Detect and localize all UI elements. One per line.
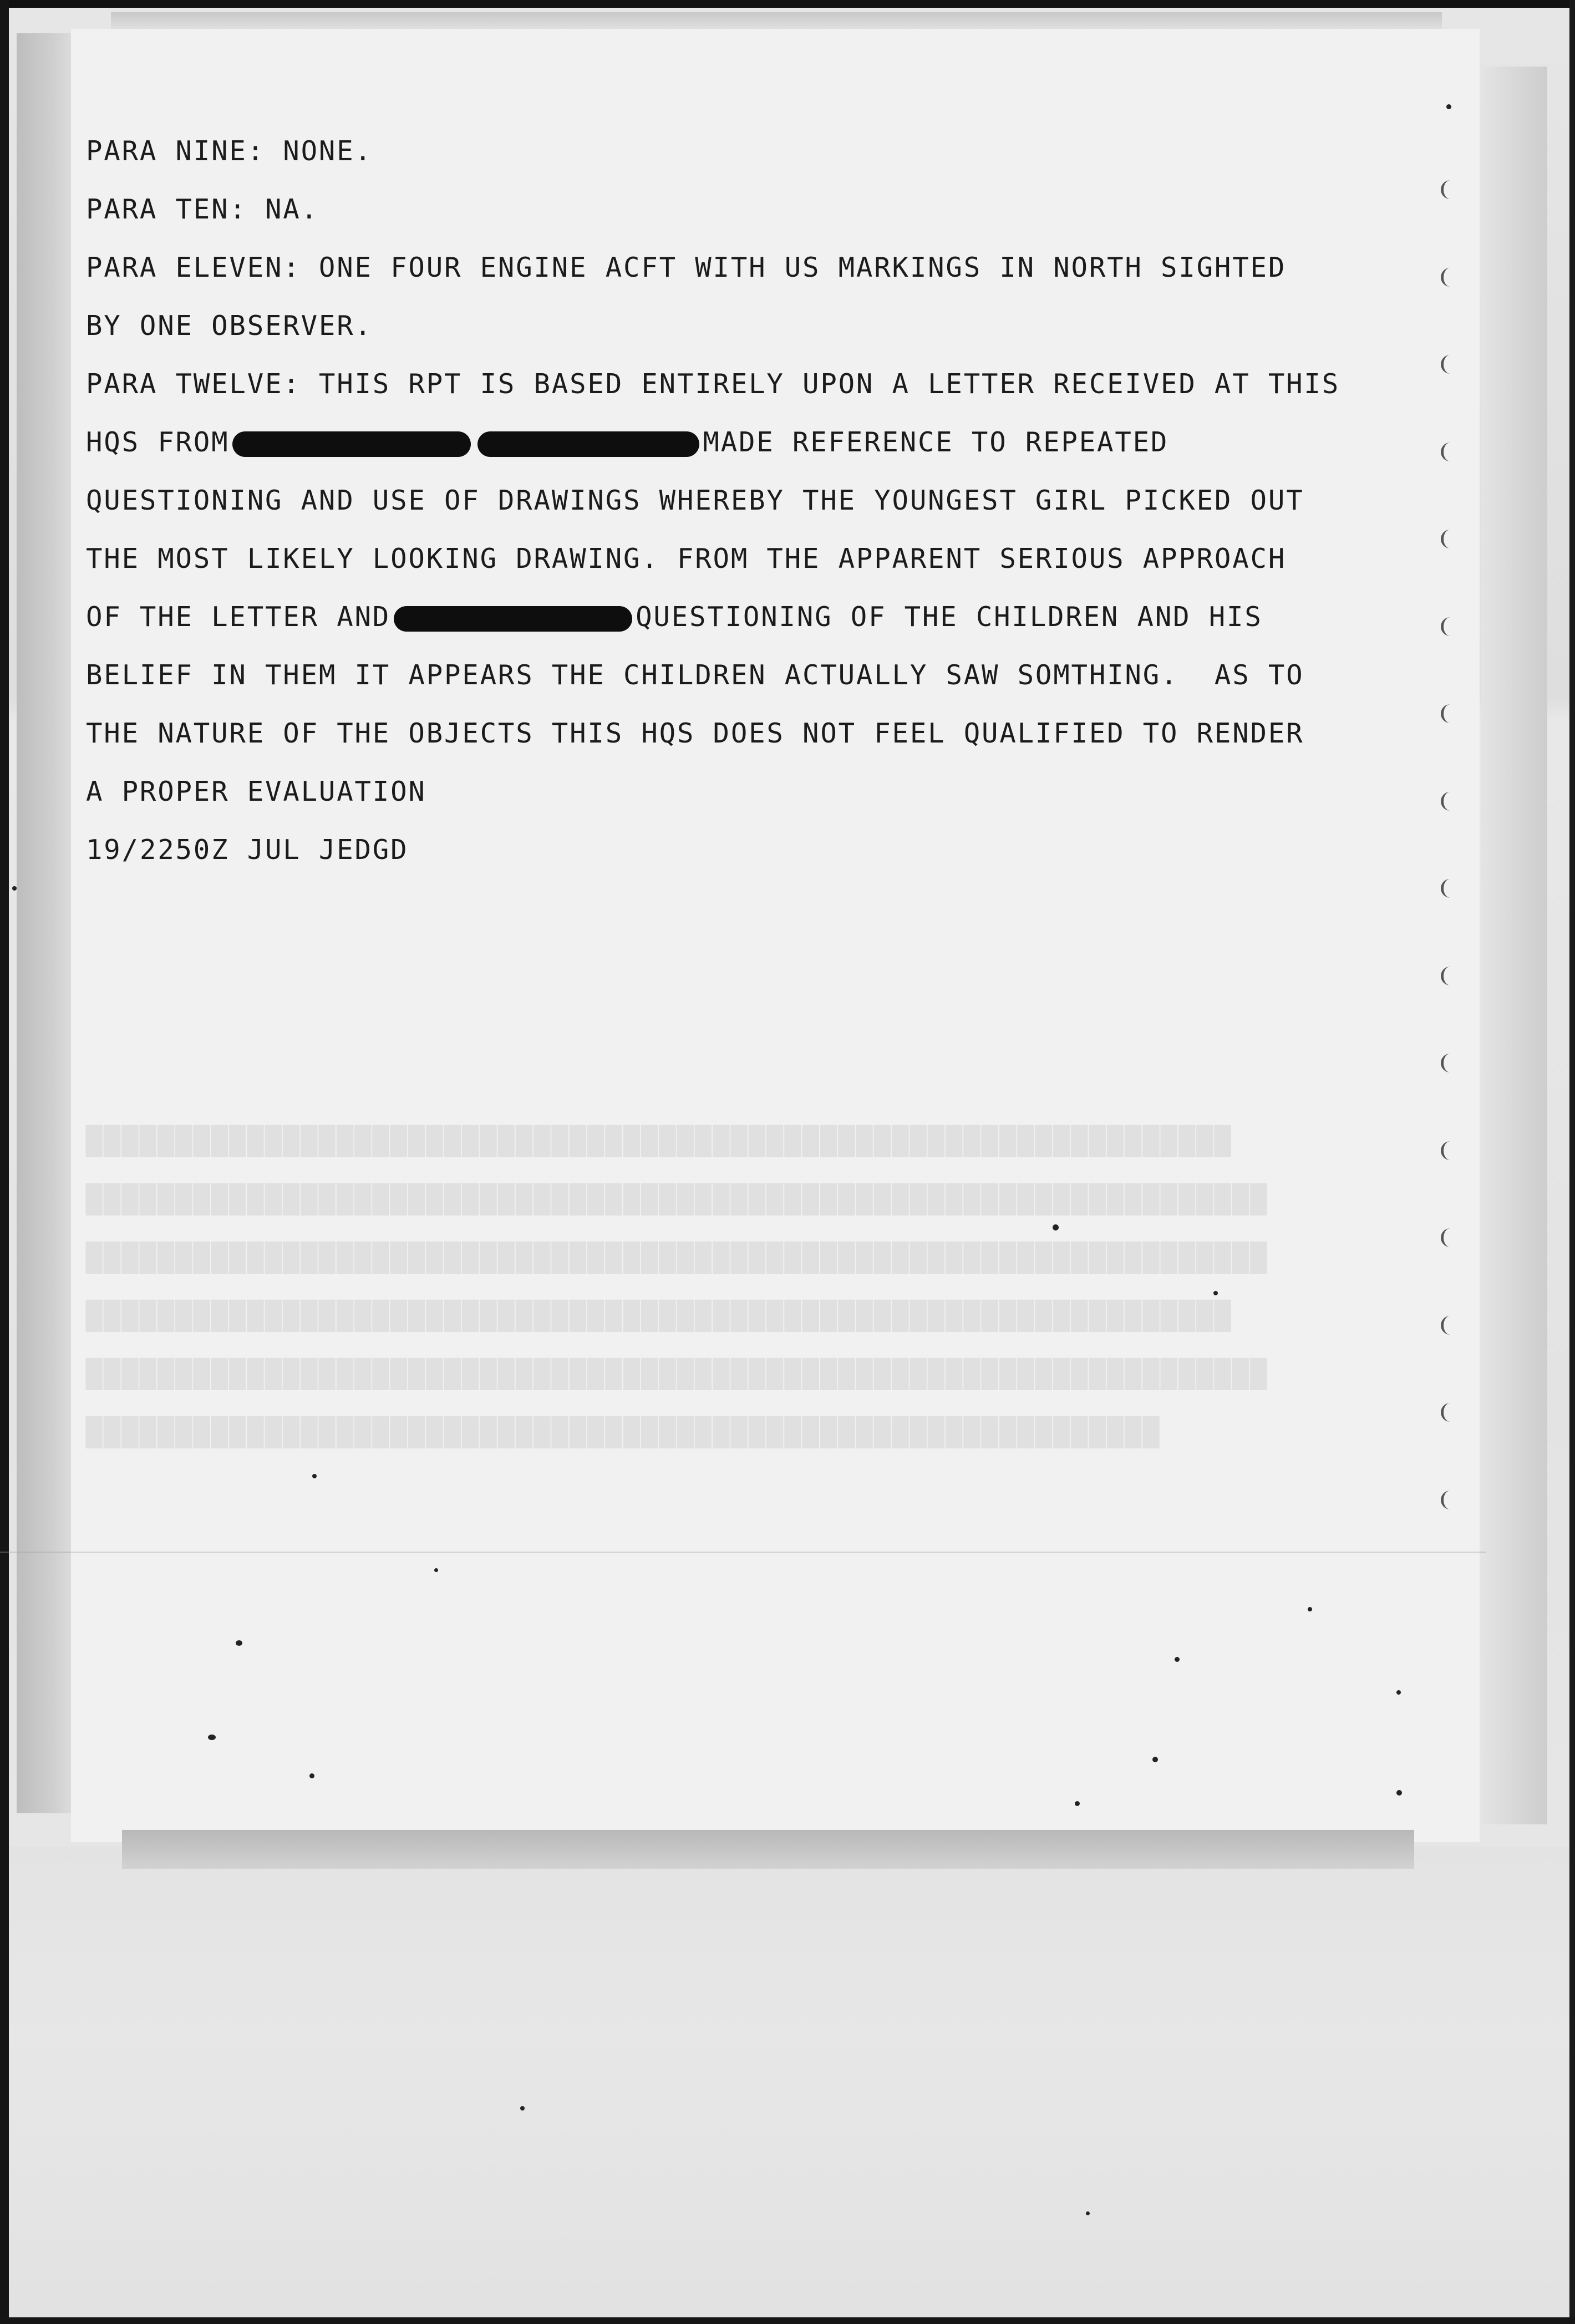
left-page-shadow [17,33,78,1813]
dust-speck [12,886,17,891]
dust-speck [312,1474,317,1478]
line-hqs-from-start: HQS FROM [86,426,230,458]
dust-speck [1213,1291,1218,1295]
line-of-the-letter [86,603,1263,632]
line-belief: BELIEF IN THEM IT APPEARS THE CHILDREN ACTUALLY SAW SOMTHING. AS TO [86,659,1304,691]
line-questioning: QUESTIONING AND USE OF DRAWINGS WHEREBY THE YOUNGEST GIRL PICKED OUT [86,485,1304,516]
bottom-page-shadow [122,1830,1414,1869]
scan-frame-top [0,0,1575,8]
dust-speck [1086,2211,1090,2215]
dust-speck [520,2106,525,2111]
line-nature: THE NATURE OF THE OBJECTS THIS HQS DOES NOT FEEL QUALIFIED TO RENDER [86,718,1304,749]
dust-speck [434,1568,438,1572]
redaction-bar [394,606,632,632]
dust-speck [208,1735,216,1740]
line-most-likely: THE MOST LIKELY LOOKING DRAWING. FROM THE APPARENT SERIOUS APPROACH [86,543,1287,574]
line-para-nine: PARA NINE: NONE. [86,135,373,167]
scan-frame-right [1569,0,1575,2324]
scan-frame-bottom [0,2317,1575,2324]
dust-speck [1396,1790,1402,1796]
line-of-the-letter-end: QUESTIONING OF THE CHILDREN AND HIS [636,601,1263,633]
right-page-shadow [1481,67,1547,1824]
dust-speck [1175,1657,1180,1662]
scan-frame-left [0,0,9,2324]
line-evaluation: A PROPER EVALUATION [86,776,426,807]
bleed-through-shadow: ████████████████████████████████████████████████████████████ ██████████████████████████████████████████████████████████████████ ████████████████████████████████████████████████████████████████ ██████████████████████████████████████████████████████████████████ ██████████████████████████████████████████████████████████████████ ████████████████████████████████████████████████████████████████ [86,1125,1268,1448]
line-hqs-from [86,426,1169,458]
dust-speck [1053,1224,1059,1230]
redaction-bar [232,431,471,457]
dust-speck [1308,1607,1312,1611]
line-para-ten: PARA TEN: NA. [86,194,319,225]
line-of-the-letter-start: OF THE LETTER AND [86,601,391,633]
line-hqs-from-end: MADE REFERENCE TO REPEATED [703,426,1169,458]
dust-speck [1446,104,1451,109]
line-para-twelve-1: PARA TWELVE: THIS RPT IS BASED ENTIRELY UPON A LETTER RECEIVED AT THIS [86,368,1340,400]
dust-speck [309,1773,314,1778]
lower-scan-area [9,1847,1569,2317]
dust-speck [1396,1690,1401,1695]
dust-speck [1075,1801,1080,1806]
fold-line [0,1552,1486,1553]
line-date-time-group: 19/2250Z JUL JEDGD [86,834,409,866]
dust-speck [236,1640,242,1646]
paper-sheet [71,29,1480,1842]
redaction-bar [477,431,699,457]
line-para-eleven-1: PARA ELEVEN: ONE FOUR ENGINE ACFT WITH US MARKINGS IN NORTH SIGHTED [86,252,1287,283]
dust-speck [1152,1757,1158,1762]
line-para-eleven-2: BY ONE OBSERVER. [86,310,373,342]
